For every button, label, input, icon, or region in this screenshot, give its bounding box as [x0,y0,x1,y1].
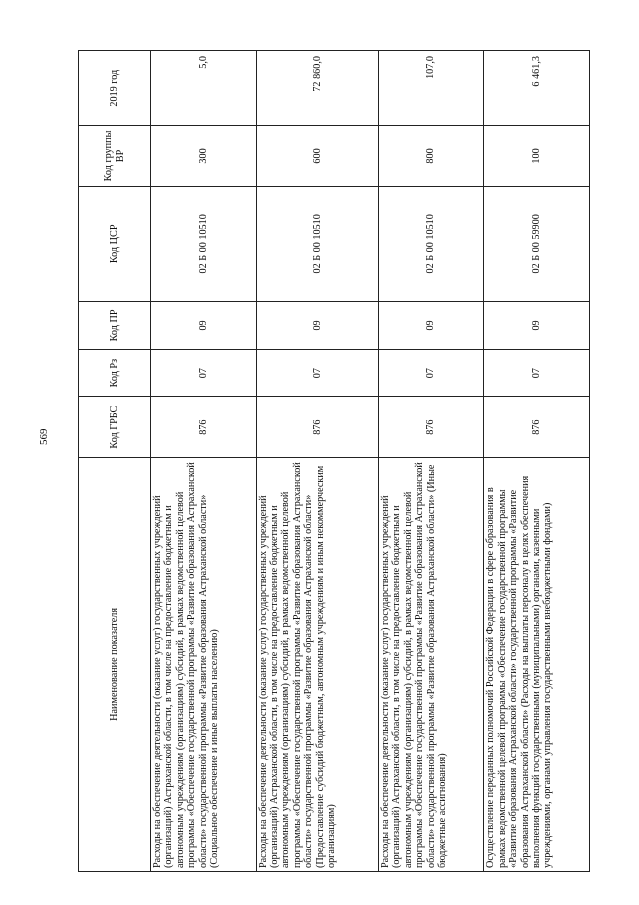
row-pr: 09 [151,302,257,350]
row-name: Расходы на обеспечение деятельности (оказание услуг) государственных учреждений (организаций) Астраханской области, в том числе на предоставление бюджетным и автономным учреждениям (организациям) субсидий, в рамках ведомственной целевой программы «Обеспечение государственной программы «Развитие образования Астраханской области» государственной программы «Развитие образования Астраханской области» (Предоставление субсидий бюджетным, автономным учреждениям и иным некоммерческим организациям) [256,457,378,871]
page-number: 569 [38,428,50,445]
table-header-row [79,51,151,872]
row-grbs: 876 [151,397,257,457]
row-name: Осуществление переданных полномочий Российской Федерации в сфере образования в рамках ведомственной целевой программы «Обеспечение государственной программы «Развитие образования Астраханской области» государственной программы «Развитие образования Астраханской области» (Расходы на выплаты персоналу в целях обеспечения выполнения функций государственными (муниципальными) органами, казенными учреждениями, органами управления государственными внебюджетными фондами) [484,457,590,871]
rotated-table-container [78,50,590,872]
header-rz: Код Рз [79,349,151,397]
row-name: Расходы на обеспечение деятельности (оказание услуг) государственных учреждений (организаций) Астраханской области, в том числе на предоставление бюджетным и автономным учреждениям (организациям) субсидий, в рамках ведомственной целевой программы «Обеспечение государственной программы «Развитие образования Астраханской области» государственной программы «Развитие образования Астраханской области» (Социальное обеспечение и иные выплаты населению) [151,457,257,871]
row-csr: 02 Б 00 10510 [378,186,484,301]
table-row [484,51,590,872]
header-name: Наименование показателя [79,457,151,871]
row-value: 72 860,0 [256,51,378,126]
header-grbs: Код ГРБС [79,397,151,457]
row-name: Расходы на обеспечение деятельности (оказание услуг) государственных учреждений (организаций) Астраханской области, в том числе на предоставление бюджетным и автономным учреждениям (организациям) субсидий, в рамках ведомственной целевой программы «Обеспечение государственной программы «Развитие образования Астраханской области» государственной программы «Развитие образования Астраханской области» (Иные бюджетные ассигнования) [378,457,484,871]
header-csr: Код ЦСР [79,186,151,301]
table-row [151,51,257,872]
row-pr: 09 [484,302,590,350]
header-vr: Код группы ВР [79,126,151,186]
row-grbs: 876 [484,397,590,457]
row-value: 107,0 [378,51,484,126]
row-pr: 09 [378,302,484,350]
row-csr: 02 Б 00 10510 [256,186,378,301]
row-vr: 100 [484,126,590,186]
header-pr: Код ПР [79,302,151,350]
budget-table [78,50,590,872]
row-vr: 600 [256,126,378,186]
row-pr: 09 [256,302,378,350]
row-value: 5,0 [151,51,257,126]
row-csr: 02 Б 00 10510 [151,186,257,301]
row-grbs: 876 [256,397,378,457]
table-row [256,51,378,872]
row-grbs: 876 [378,397,484,457]
row-csr: 02 Б 00 59900 [484,186,590,301]
header-year: 2019 год [79,51,151,126]
row-vr: 300 [151,126,257,186]
row-vr: 800 [378,126,484,186]
row-value: 6 461,3 [484,51,590,126]
row-rz: 07 [151,349,257,397]
row-rz: 07 [484,349,590,397]
row-rz: 07 [378,349,484,397]
table-row [378,51,484,872]
row-rz: 07 [256,349,378,397]
